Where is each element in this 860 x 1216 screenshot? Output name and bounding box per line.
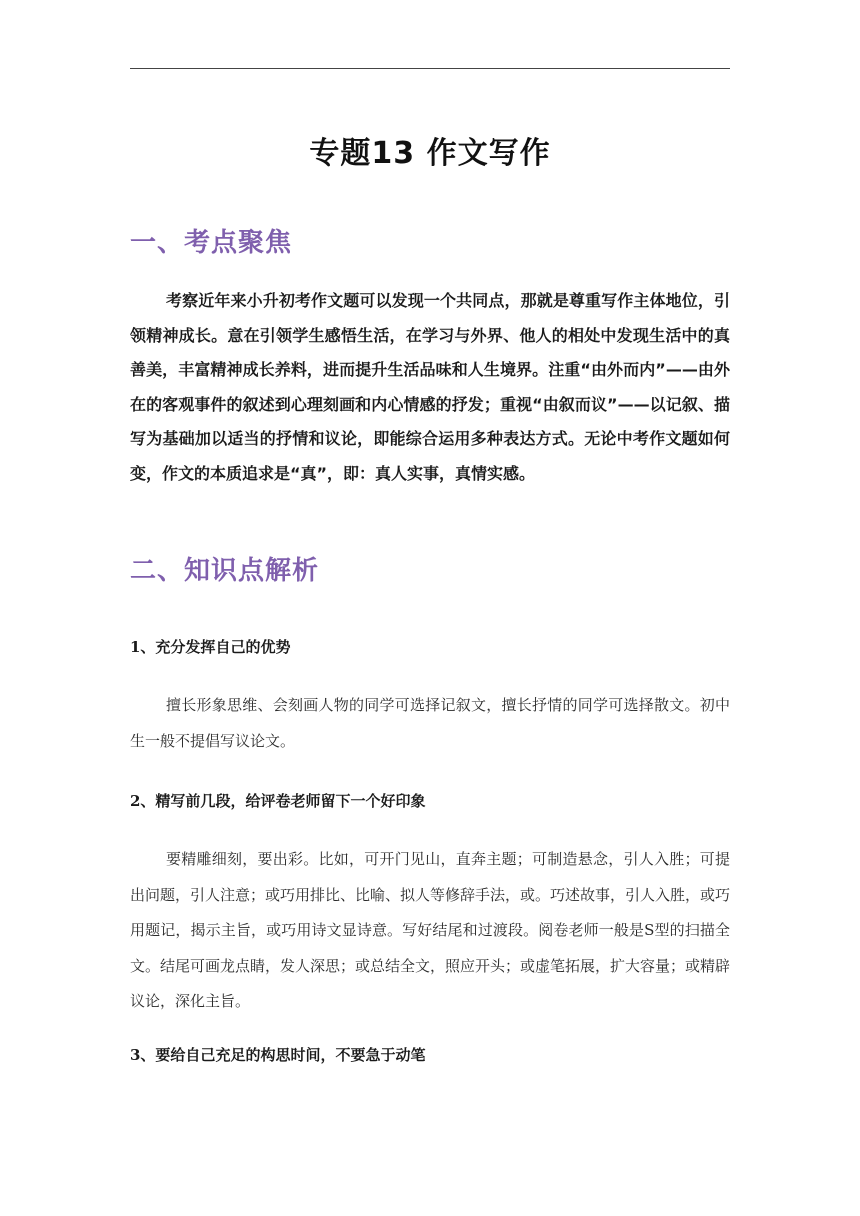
- document-title: 专题13 作文写作: [309, 136, 551, 171]
- item-paragraph-2: 要精雕细刻，要出彩。比如，可开门见山，直奔主题；可制造悬念，引人入胜；可提出问题，引人注意；或巧用排比、比喻、拟人等修辞手法，或。巧述故事，引人入胜，或巧用题记，揭示主旨，或巧用诗文显诗意。写好结尾和过渡段。阅卷老师一般是S型的扫描全文。结尾可画龙点睛，发人深思；或总结全文，照应开头；或虚笔拓展，扩大容量；或精辟议论，深化主旨。: [130, 850, 731, 1010]
- section-heading-analysis: 二、知识点解析: [130, 556, 320, 586]
- header-rule: [130, 68, 730, 69]
- item-heading-2: 2、精写前几段，给评卷老师留下一个好印象: [130, 792, 426, 810]
- item-paragraph-1: 擅长形象思维、会刻画人物的同学可选择记叙文，擅长抒情的同学可选择散文。初中生一般不提倡写议论文。: [130, 696, 730, 750]
- section-heading-focus: 一、考点聚焦: [130, 228, 293, 258]
- focus-paragraph: 考察近年来小升初考作文题可以发现一个共同点，那就是尊重写作主体地位，引领精神成长。意在引领学生感悟生活，在学习与外界、他人的相处中发现生活中的真善美，丰富精神成长养料，进而提升生活品味和人生境界。注重“由外而内”——由外在的客观事件的叙述到心理刻画和内心情感的抒发；重视“由叙而议”——以记叙、描写为基础加以适当的抒情和议论，即能综合运用多种表达方式。无论中考作文题如何变，作文的本质追求是“真”，即：真人实事，真情实感。: [130, 291, 730, 483]
- item-heading-3: 3、要给自己充足的构思时间，不要急于动笔: [130, 1046, 426, 1064]
- item-heading-1: 1、充分发挥自己的优势: [130, 638, 291, 656]
